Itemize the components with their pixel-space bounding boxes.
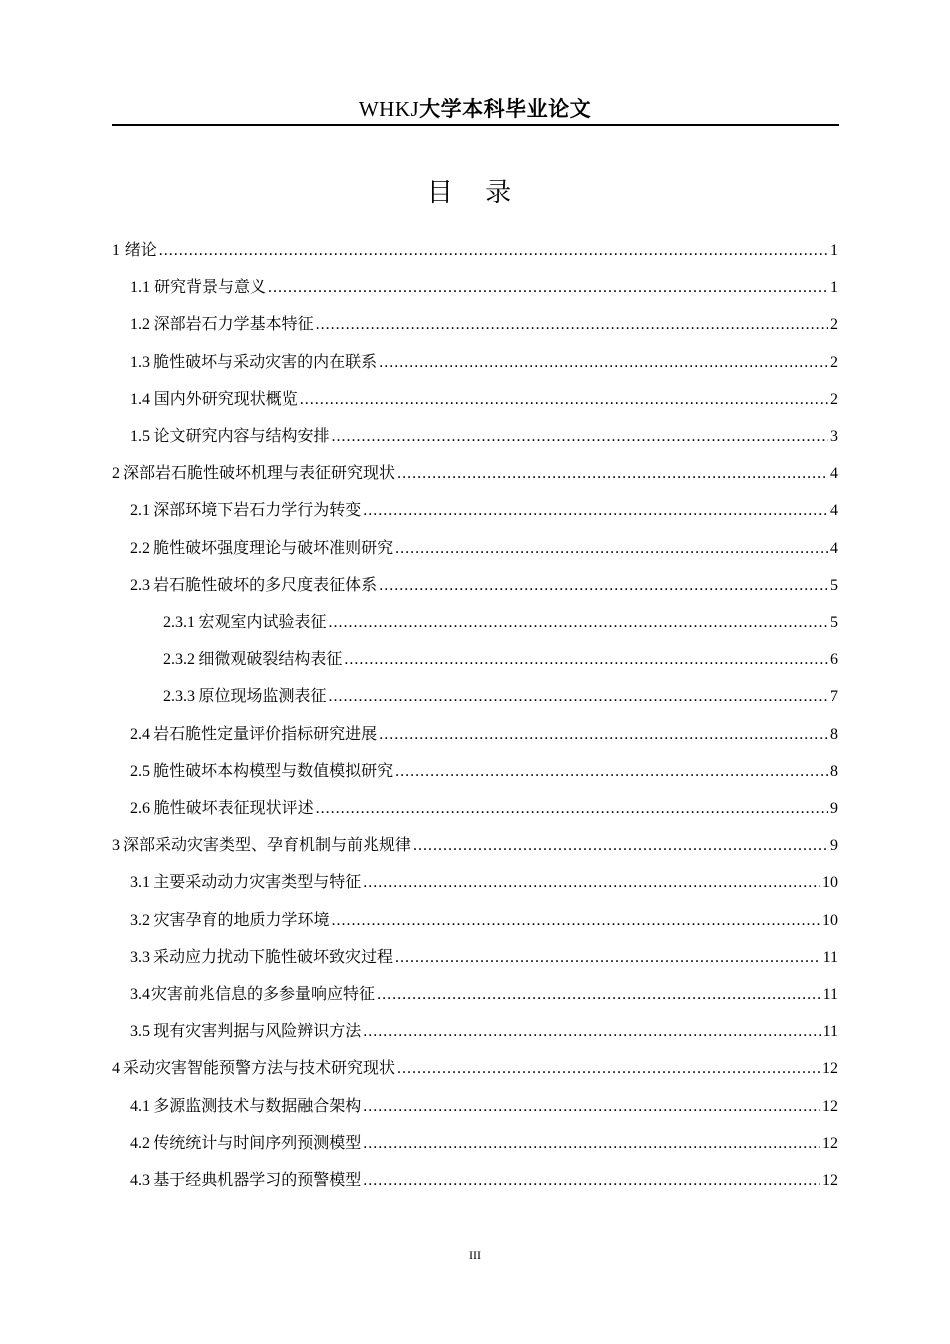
toc-entry-title: 岩石脆性破坏的多尺度表征体系 (153, 575, 378, 594)
toc-entry[interactable] (163, 610, 838, 634)
header-rest: 大学本科毕业论文 (419, 96, 592, 121)
toc-dot-leader (363, 871, 820, 895)
toc-entry-number: 2.2 (130, 540, 150, 557)
toc-dot-leader (379, 723, 828, 747)
toc-entry-page: 1 (830, 242, 838, 259)
toc-entry-page: 4 (830, 540, 838, 557)
toc-entry-title: 深部岩石脆性破坏机理与表征研究现状 (123, 463, 396, 482)
toc-entry-number: 1.1 (130, 279, 150, 296)
toc-dot-leader (332, 425, 828, 449)
toc-entry-number: 4.1 (130, 1098, 150, 1115)
toc-entry[interactable] (130, 796, 838, 820)
toc-entry-title: 多源监测技术与数据融合架构 (153, 1096, 362, 1115)
toc-entry-page: 2 (830, 316, 838, 333)
toc-entry-number: 4.2 (130, 1135, 150, 1152)
toc-entry-title: 脆性破坏表征现状评述 (153, 798, 314, 817)
toc-dot-leader (363, 1169, 820, 1193)
toc-dot-leader (159, 239, 828, 263)
toc-dot-leader (329, 685, 828, 709)
toc-entry-number: 2.5 (130, 763, 150, 780)
toc-entry-title: 采动应力扰动下脆性破坏致灾过程 (153, 947, 394, 966)
toc-entry[interactable] (163, 647, 838, 671)
toc-entry-number: 2.3.3 (163, 688, 195, 705)
toc-entry[interactable] (130, 1131, 838, 1155)
toc-entry-page: 10 (822, 874, 838, 891)
toc-entry-page: 9 (830, 800, 838, 817)
toc-dot-leader (413, 834, 828, 858)
toc-entry-page: 4 (830, 465, 838, 482)
toc-entry[interactable] (130, 573, 838, 597)
toc-entry-title: 脆性破坏强度理论与破坏准则研究 (153, 538, 394, 557)
toc-entry-number: 2.4 (130, 726, 150, 743)
toc-dot-leader (363, 1020, 820, 1044)
toc-entry[interactable] (130, 759, 838, 783)
toc-dot-leader (397, 462, 828, 486)
toc-entry-page: 5 (830, 577, 838, 594)
toc-entry-title: 宏观室内试验表征 (198, 612, 327, 631)
toc-entry-number: 4.3 (130, 1172, 150, 1189)
toc-entry-number: 1 (112, 242, 120, 259)
toc-entry-title: 脆性破坏本构模型与数值模拟研究 (153, 761, 394, 780)
toc-entry-title: 细微观破裂结构表征 (198, 649, 343, 668)
toc-entry-page: 4 (830, 502, 838, 519)
toc-dot-leader (363, 1095, 820, 1119)
toc-entry[interactable] (130, 1168, 838, 1192)
toc-entry-number: 2.1 (130, 502, 150, 519)
toc-entry-number: 1.5 (130, 428, 150, 445)
toc-entry-title: 研究背景与意义 (153, 277, 266, 296)
toc-dot-leader (379, 574, 828, 598)
toc-entry-page: 6 (830, 651, 838, 668)
toc-entry-number: 1.2 (130, 316, 150, 333)
toc-entry[interactable] (130, 350, 838, 374)
toc-entry[interactable] (130, 1019, 838, 1043)
toc-entry-number: 3.4 (130, 986, 150, 1003)
toc-dot-leader (395, 537, 828, 561)
toc-entry-number: 2.3.2 (163, 651, 195, 668)
toc-dot-leader (300, 388, 828, 412)
toc-entry-title: 深部环境下岩石力学行为转变 (153, 500, 362, 519)
toc-entry-page: 10 (822, 912, 838, 929)
toc-entry-number: 1.4 (130, 391, 150, 408)
toc-entry-number: 2.3 (130, 577, 150, 594)
toc-dot-leader (268, 276, 828, 300)
toc-entry-title: 基于经典机器学习的预警模型 (153, 1170, 362, 1189)
toc-entry-page: 8 (830, 726, 838, 743)
toc-dot-leader (379, 351, 828, 375)
toc-entry[interactable] (112, 238, 838, 262)
header-latin: WHKJ (358, 97, 420, 121)
toc-dot-leader (395, 946, 821, 970)
toc-dot-leader (363, 499, 828, 523)
toc-entry[interactable] (112, 461, 838, 485)
toc-entry-title: 灾害孕育的地质力学环境 (153, 910, 330, 929)
toc-entry-page: 11 (822, 949, 838, 966)
toc-dot-leader (329, 611, 828, 635)
toc-dot-leader (316, 313, 828, 337)
toc-title: 目 录 (426, 178, 524, 208)
toc-entry-page: 1 (830, 279, 838, 296)
toc-entry[interactable] (130, 945, 838, 969)
toc-entry-page: 7 (830, 688, 838, 705)
toc-entry-page: 2 (830, 391, 838, 408)
toc-dot-leader (397, 1057, 820, 1081)
toc-entry-page: 12 (822, 1135, 838, 1152)
toc-entry-page: 9 (830, 837, 838, 854)
toc-entry-number: 2.6 (130, 800, 150, 817)
toc-entry-page: 12 (822, 1172, 838, 1189)
toc-entry-title: 脆性破坏与采动灾害的内在联系 (153, 352, 378, 371)
toc-dot-leader (363, 1132, 820, 1156)
toc-entry-page: 11 (822, 986, 838, 1003)
toc-entry[interactable] (112, 833, 838, 857)
toc-entry-page: 12 (822, 1098, 838, 1115)
toc-entry-title: 深部岩石力学基本特征 (153, 314, 314, 333)
toc-entry-page: 11 (822, 1023, 838, 1040)
toc-entry-number: 1.3 (130, 354, 150, 371)
toc-entry-title: 国内外研究现状概览 (153, 389, 298, 408)
toc-entry[interactable] (130, 1094, 838, 1118)
toc-entry-title: 灾害前兆信息的多参量响应特征 (151, 984, 376, 1003)
toc-entry-title: 主要采动动力灾害类型与特征 (153, 872, 362, 891)
page-number: III (469, 1248, 481, 1262)
toc-entry[interactable] (112, 1056, 838, 1080)
toc-entry-title: 采动灾害智能预警方法与技术研究现状 (122, 1058, 395, 1077)
toc-entry-number: 3.3 (130, 949, 150, 966)
toc-entry-number: 3 (112, 837, 120, 854)
toc-dot-leader (316, 797, 828, 821)
toc-entry[interactable] (130, 312, 838, 336)
toc-entry-title: 现有灾害判据与风险辨识方法 (153, 1021, 362, 1040)
toc-entry-number: 2 (112, 465, 120, 482)
toc-entry-number: 4 (112, 1060, 120, 1077)
toc-entry[interactable] (130, 536, 838, 560)
toc-entry-page: 8 (830, 763, 838, 780)
toc-entry[interactable] (130, 870, 838, 894)
toc-dot-leader (344, 648, 828, 672)
toc-entry[interactable] (130, 908, 838, 932)
toc-entry-page: 12 (822, 1060, 838, 1077)
toc-entry-title: 深部采动灾害类型、孕育机制与前兆规律 (122, 835, 411, 854)
toc-entry-page: 5 (830, 614, 838, 631)
toc-entry[interactable] (130, 387, 838, 411)
toc-entry-page: 3 (830, 428, 838, 445)
toc-entry-title: 绪论 (124, 240, 157, 259)
header-divider (112, 124, 839, 126)
toc-entry[interactable] (130, 982, 838, 1006)
toc-entry[interactable] (130, 722, 838, 746)
toc-entry-number: 3.2 (130, 912, 150, 929)
toc-entry-number: 3.5 (130, 1023, 150, 1040)
toc-entry-number: 3.1 (130, 874, 150, 891)
toc-entry-page: 2 (830, 354, 838, 371)
toc-entry[interactable] (130, 275, 838, 299)
toc-entry[interactable] (130, 498, 838, 522)
toc-dot-leader (377, 983, 821, 1007)
toc-entry-title: 岩石脆性定量评价指标研究进展 (153, 724, 378, 743)
toc-dot-leader (331, 909, 820, 933)
toc-entry[interactable] (163, 684, 838, 708)
toc-entry[interactable] (130, 424, 838, 448)
toc-dot-leader (395, 760, 828, 784)
toc-entry-title: 原位现场监测表征 (198, 686, 327, 705)
toc-entry-title: 论文研究内容与结构安排 (153, 426, 330, 445)
running-header (0, 93, 950, 123)
toc-entry-number: 2.3.1 (163, 614, 195, 631)
toc-entry-title: 传统统计与时间序列预测模型 (153, 1133, 362, 1152)
